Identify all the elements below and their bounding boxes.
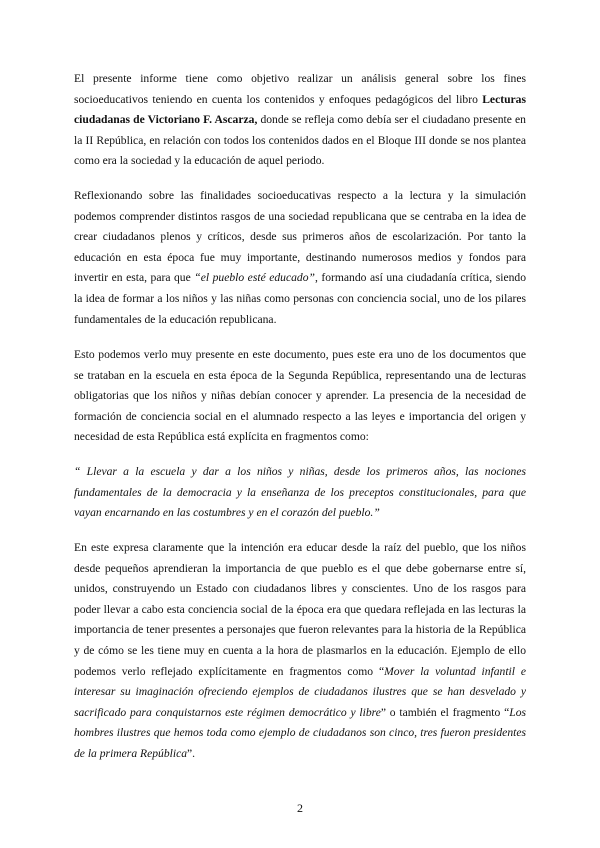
book-title: Lecturas ciudadanas de Victoriano F. Ascarza,: [74, 92, 526, 127]
page-number: 2: [297, 801, 303, 815]
analysis-quote-2: Los hombres ilustres que hemos toda como ejemplo de ciudadanos son cinco, tres fueron presidentes de la primera República: [74, 705, 527, 760]
analysis-quote-1: Mover la voluntad infantil e interesar su imaginación ofreciendo ejemplos de ciudadanos ilustres que se han desvelado y sacrificado para conquistarnos este régimen democrático y libre: [74, 664, 526, 719]
paragraph-intro: [74, 69, 526, 172]
block-quote-text: “ Llevar a la escuela y dar a los niños y niñas, desde los primeros años, las nociones fundamentales de la democracia y la enseñanza de los preceptos constitucionales, para que vayan encarnando en las costumbres y en el corazón del pueblo.”: [74, 465, 526, 520]
document-text: Esto podemos verlo muy presente en este documento, pues este era uno de los documentos que se trataban en la escuela en esta época de la Segunda República, representando una de lecturas obligatorias que los niños y niñas debían conocer y aprender. La presencia de la necesidad de formación de conciencia social en el alumnado respecto a las leyes e importancia del origen y necesidad de esta República está explícita en fragmentos como:: [74, 348, 526, 444]
reflection-text-1: Reflexionando sobre las finalidades socioeducativas respecto a la lectura y la simulación podemos comprender distintos rasgos de una sociedad republicana que se centraba en la idea de crear ciudadanos plenos y críticos, desde sus primeros años de escolarización. Por tanto la educación en esta época fue muy importante, destinando numerosos medios y fondos para invertir en esta, para que: [74, 189, 526, 285]
paragraph-document: [74, 345, 526, 448]
analysis-text-2: ” o también el fragmento “: [380, 705, 510, 719]
paragraph-analysis: [74, 538, 526, 765]
analysis-text-1: En este expresa claramente que la intención era educar desde la raíz del pueblo, que los niños desde pequeños aprendieran la importancia de que pueblo es el que debe gobernarse entre sí, unidos, construyendo un Estado con ciudadanos libres y conscientes. Uno de los rasgos para poder llevar a cabo esta conciencia social de la época era que quedara reflejada en las lecturas la importancia de tener presentes a personajes que fueron relevantes para la historia de la República y de cómo se les tiene muy en cuenta a la hora de plasmarlos en la educación. Ejemplo de ello podemos verlo reflejado explícitamente en fragmentos como “: [74, 541, 526, 678]
paragraph-reflection: [74, 186, 526, 330]
reflection-text-2: , formando así una ciudadanía crítica, siendo la idea de formar a los niños y las niñas como personas con conciencia social, uno de los pilares fundamentales de la educación republicana.: [74, 271, 526, 326]
reflection-quote: “el pueblo esté educado”: [194, 271, 315, 285]
intro-text-1: El presente informe tiene como objetivo realizar un análisis general sobre los fines socioeducativos teniendo en cuenta los contenidos y enfoques pedagógicos del libro: [74, 72, 526, 106]
intro-text-2: donde se refleja como debía ser el ciudadano presente en la II República, en relación con todos los contenidos dados en el Bloque III donde se nos plantea como era la sociedad y la educación de aquel periodo.: [74, 113, 526, 168]
block-quote: [74, 462, 526, 524]
analysis-text-3: ”.: [187, 746, 196, 760]
